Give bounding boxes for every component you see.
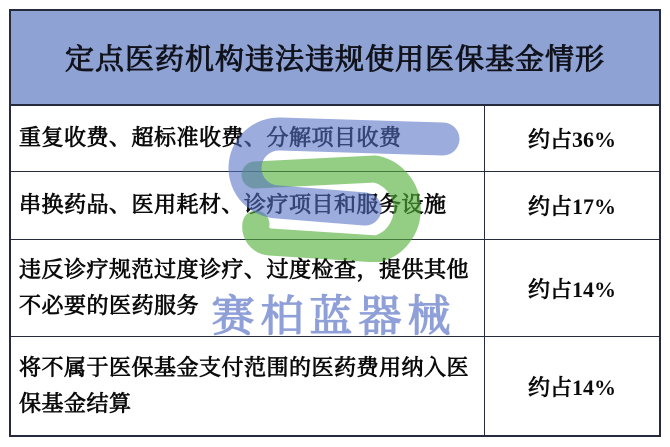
watermark-brand-text: 赛柏蓝器械: [211, 293, 457, 341]
violation-cell: 将不属于医保基金支付范围的医药费用纳入医保基金结算: [19, 354, 470, 416]
table-row: [11, 239, 659, 336]
violation-cell: 串换药品、医用耗材、诊疗项目和服务设施: [19, 192, 447, 218]
table-title: 定点医药机构违法违规使用医保基金情形: [11, 11, 659, 106]
share-cell: 约占14%: [484, 337, 659, 435]
table-row: [11, 336, 659, 435]
share-cell: 约占14%: [484, 240, 659, 336]
violation-cell: 重复收费、超标准收费、分解项目收费: [19, 125, 402, 151]
share-cell: 约占17%: [484, 172, 659, 239]
violation-cell: 违反诊疗规范过度诊疗、过度检查，提供其他不必要的医药服务: [19, 256, 470, 318]
violations-table: [9, 9, 661, 437]
share-cell: 约占36%: [484, 106, 659, 171]
table-row: [11, 106, 659, 171]
table-row: [11, 171, 659, 239]
